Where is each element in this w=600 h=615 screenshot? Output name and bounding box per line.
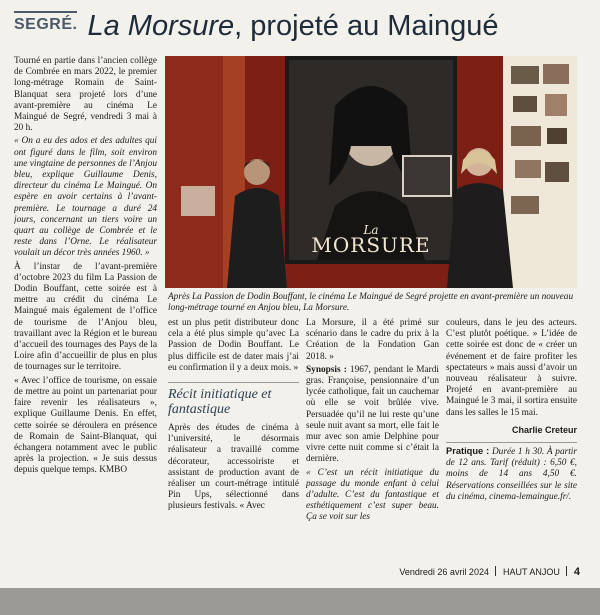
article-quote: « Avec l’office de tourisme, on essaie de mettre au point un partenariat pour faire revenir les réalisateurs », explique Guillaume Denis. En effet, cette soirée se déroulera en présence de Romain de Saint-Blanquat, qui échangera notamment avec le public après la projection. « Je suis dessus depuis quelque temps. KMBO — [14, 375, 157, 476]
article-paragraph: couleurs, dans le jeu des acteurs. C’est plutôt poétique. » L’idée de cette soirée est donc de « créer un événement et de faire profiter les spectateurs » mais aussi d’avoir un nouveau réalisateur à suivre. Projeté en avant-première au Maingué le 3 mai, il sortira ensuite dans les salles le 15 mai. — [446, 318, 577, 418]
headline-kicker: SEGRÉ. — [14, 11, 77, 33]
poster-title-large: MORSURE — [311, 233, 431, 257]
poster-title-small: La — [363, 223, 379, 237]
synopsis-paragraph — [306, 365, 439, 466]
article-paragraph: À l’instar de l’avant-première d’octobre 2023 du film La Passion de Dodin Bouffant, cette soirée est à mettre au crédit du cinéma Le Maingué mais également de l’office de tourisme de l’Anjou bleu, travaillant avec la Région et le bureau d’accueil des tournages des Pays de la Loire afin d’accueillir de plus en plus de tournages sur le territoire. — [14, 261, 157, 373]
page-footer — [340, 566, 580, 580]
article-column-4 — [446, 318, 577, 562]
photo-caption: Après La Passion de Dodin Bouffant, le cinéma Le Maingué de Segré projette en avant-première un nouveau long-métrage tourné en Anjou bleu, La Morsure. — [168, 292, 574, 313]
footer-section: HAUT ANJOU — [503, 567, 560, 577]
article-paragraph: Après des études de cinéma à l’université, le désormais réalisateur a travaillé comme décorateur, accessoiriste et assistant de production avant de réaliser un court-métrage intitulé Pin Ups, sélectionné dans plusieurs festivals. « Avec — [168, 423, 299, 512]
headline-title — [87, 10, 498, 42]
headline-title-rest: , projeté au Maingué — [234, 10, 499, 42]
footer-separator — [566, 566, 567, 576]
synopsis-label: Synopsis : — [306, 364, 347, 375]
article-quote: « C’est un récit initiatique du passage du monde enfant à celui d’adulte. C’est du fantastique et esthétiquement c’est super beau. Ça se voit sur les — [306, 467, 439, 523]
article-quote: La Morsure, il a été primé sur scénario dans le cadre du prix à la Création de la Fondation Gan 2018. » — [306, 318, 439, 362]
footer-page-number: 4 — [573, 566, 580, 578]
practical-text: Durée 1 h 30. À partir de 12 ans. Tarif (réduit) : 6,50 €, moins de 14 ans 4,50 €. Réservations conseillées sur le site du cinéma, cinema-lemaingue.fr/. — [446, 447, 577, 502]
synopsis-text: 1967, pendant le Mardi gras. Françoise, pensionnaire d’un lycée catholique, fait un cauchemar où elle se voit brûlée vive. Persuadée qu’il ne lui reste qu’une seule nuit avant sa mort, elle fait le mur avec son amie Delphine pour vivre cette nuit comme si c’était la dernière. — [306, 364, 439, 465]
footer-separator — [495, 566, 496, 576]
article-column-2 — [168, 318, 299, 562]
article-paragraph: Tourné en partie dans l’ancien collège de Combrée en mars 2022, le premier long-métrage Romain de Saint-Blanquat sera projeté lors d’une avant-première au cinéma Le Maingué de Segré, vendredi 3 mai à 20 h. — [14, 56, 157, 134]
article-quote: est un plus petit distributeur donc cela a été plus simple qu’avec La Passion de Dodin Bouffant. Le plus difficile est de dater mais j’ai eu confirmation il y a deux mois. » — [168, 318, 299, 373]
article-subhead: Récit initiatique et fantastique — [168, 382, 299, 417]
headline — [14, 10, 586, 44]
article-column-3 — [306, 318, 439, 562]
practical-label: Pratique : — [446, 446, 490, 457]
article-photo — [165, 56, 577, 288]
footer-date: Vendredi 26 avril 2024 — [399, 567, 489, 577]
practical-info — [446, 442, 577, 503]
author-signature: Charlie Creteur — [511, 424, 577, 435]
background-surface — [0, 588, 600, 615]
headline-title-film: La Morsure — [87, 10, 235, 42]
article-column-1 — [14, 56, 157, 542]
article-quote: « On a eu des ados et des adultes qui ont figuré dans le film, soit environ une vingtaine de personnes de l’Anjou bleu, explique Guillaume Denis, directeur du cinéma Le Maingué. On espère en avoir certains à l’avant-première. Le tournage a duré 24 jours, concernant un tiers voire un quart au collège de Combrée et le reste dans l’Orne. Le réalisateur voulait un décor très années 1960. » — [14, 136, 157, 259]
